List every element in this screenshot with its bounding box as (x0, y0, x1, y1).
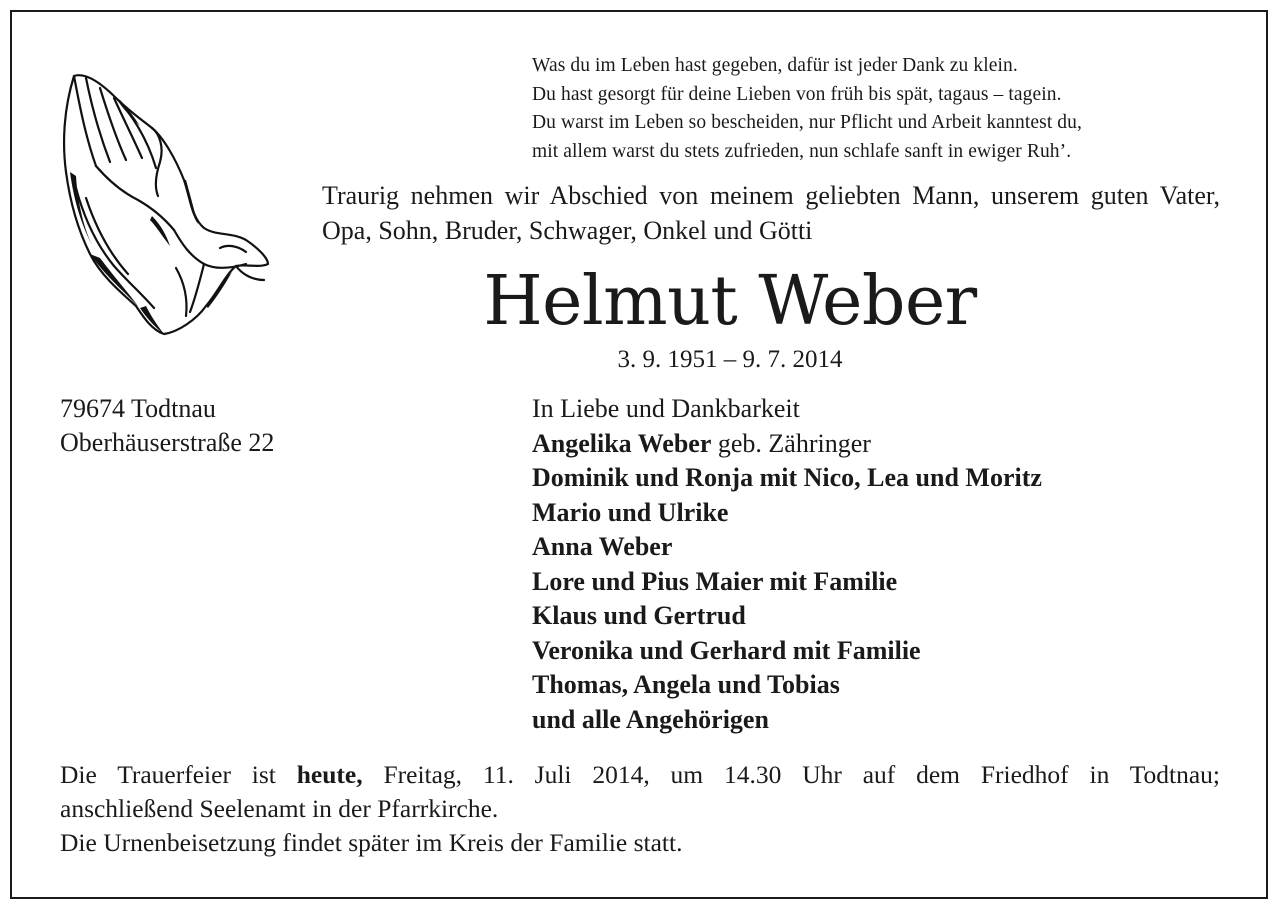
mourner-suffix: geb. Zähringer (711, 428, 871, 458)
mourner-line (532, 530, 1042, 565)
mourner-line (532, 703, 1042, 738)
poem-line: mit allem warst du stets zufrieden, nun schlafe sanft in ewiger Ruh’. (532, 140, 1072, 162)
mourners-heading: In Liebe und Dankbarkeit (532, 394, 800, 423)
address-line: Oberhäuserstraße 22 (60, 428, 275, 457)
address-line: 79674 Todtnau (60, 394, 216, 423)
poem-line: Du warst im Leben so bescheiden, nur Pflicht und Arbeit kanntest du, (532, 112, 1082, 133)
mourner-line (532, 461, 1042, 496)
mourner-name: Anna Weber (532, 532, 673, 561)
mourners-list (532, 392, 1042, 737)
poem-line: Was du im Leben hast gegeben, dafür ist jeder Dank zu klein. (532, 55, 1018, 76)
mourner-name: Dominik und Ronja mit Nico, Lea und Moritz (532, 463, 1042, 492)
deceased-name: Helmut Weber (483, 262, 977, 341)
ceremony-text: Freitag, 11. Juli 2014, um 14.30 Uhr auf dem Friedhof in Todtnau; (362, 760, 1220, 789)
ceremony-emphasis: heute, (296, 760, 363, 789)
ceremony-line: Die Urnenbeisetzung findet später im Kreis der Familie statt. (60, 828, 683, 857)
ceremony-text: Die Trauerfeier ist (60, 760, 297, 789)
ceremony-info (60, 758, 1220, 860)
memorial-poem (532, 52, 1082, 166)
mourner-line (532, 634, 1042, 669)
farewell-intro: Traurig nehmen wir Abschied von meinem geliebten Mann, unserem guten Vater, Opa, Sohn, Bruder, Schwager, Onkel und Götti (322, 181, 1220, 245)
mourner-line (532, 496, 1042, 531)
ceremony-line (60, 758, 1220, 792)
life-dates: 3. 9. 1951 – 9. 7. 2014 (617, 346, 843, 373)
mourner-line (532, 565, 1042, 600)
mourner-line (532, 427, 1042, 462)
mourner-name: Mario und Ulrike (532, 497, 729, 527)
family-address (60, 392, 274, 460)
ceremony-line: anschließend Seelenamt in der Pfarrkirche. (60, 794, 499, 823)
mourner-name: Klaus und Gertrud (532, 601, 746, 630)
mourner-line (532, 599, 1042, 634)
mourner-name: Thomas, Angela und Tobias (532, 670, 840, 699)
mourner-name: und alle Angehörigen (532, 704, 769, 734)
mourner-name: Veronika und Gerhard mit Familie (532, 635, 921, 665)
mourner-name: Lore und Pius Maier mit Familie (532, 566, 898, 596)
mourner-name: Angelika Weber (532, 428, 712, 458)
mourner-line (532, 668, 1042, 703)
poem-line: Du hast gesorgt für deine Lieben von früh bis spät, tagaus – tagein. (532, 83, 1062, 105)
